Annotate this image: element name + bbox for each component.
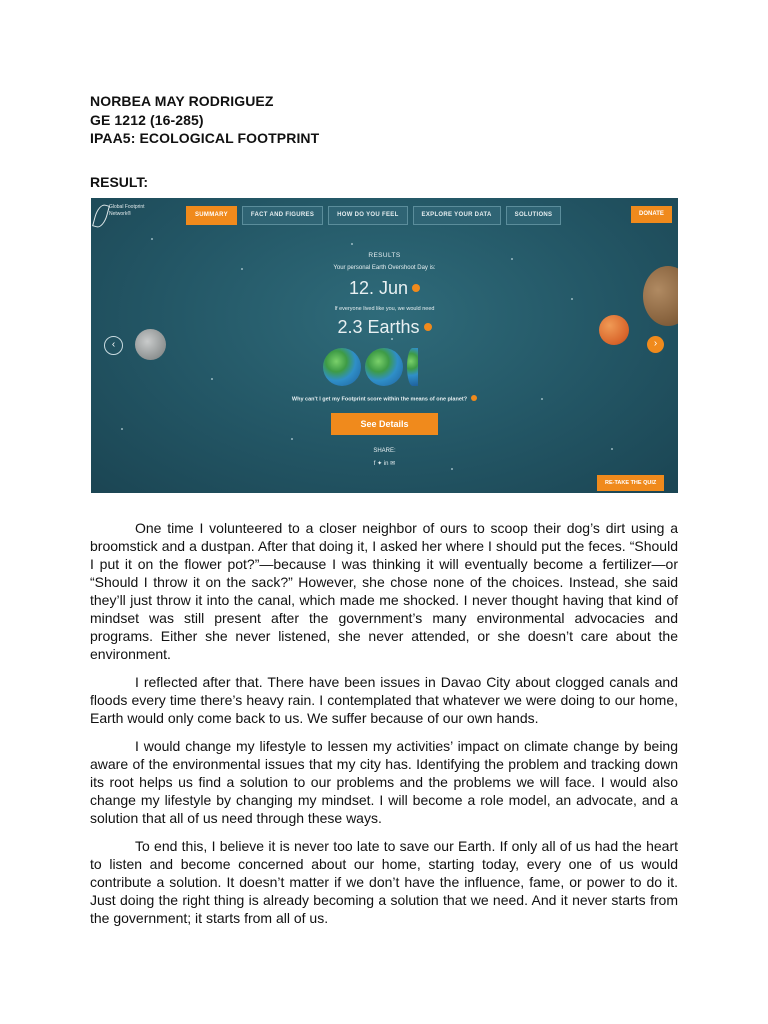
top-nav <box>186 206 561 225</box>
why-question-link[interactable] <box>91 396 678 402</box>
info-icon[interactable] <box>471 395 477 401</box>
partial-earth-globe-icon <box>407 348 418 386</box>
donate-button[interactable]: DONATE <box>631 206 672 223</box>
gfn-logo[interactable] <box>95 202 145 232</box>
paragraph: I reflected after that. There have been issues in Davao City about clogged canals and floods every time there’s heavy rain. I contemplated that whatever we were doing to our home, Earth would only come back to us. We suffer because of our own hands. <box>90 674 678 726</box>
star <box>151 238 153 240</box>
author-name: NORBEA MAY RODRIGUEZ <box>90 93 274 109</box>
star <box>351 243 353 245</box>
document-header <box>90 92 319 148</box>
star <box>391 338 393 340</box>
nav-summary[interactable]: SUMMARY <box>186 206 237 225</box>
nav-fact-and-figures[interactable]: FACT AND FIGURES <box>242 206 323 225</box>
earths-count <box>91 317 678 338</box>
star <box>291 438 293 440</box>
why-question-text: Why can't I get my Footprint score within the means of one planet? <box>291 396 468 403</box>
info-icon[interactable] <box>412 284 420 292</box>
logo-text: Global Footprint Network® <box>109 204 145 217</box>
overshoot-date <box>91 278 678 299</box>
see-details-button[interactable]: See Details <box>331 413 438 435</box>
star <box>211 378 213 380</box>
assignment-title: IPAA5: ECOLOGICAL FOOTPRINT <box>90 130 320 146</box>
essay-body <box>90 519 678 937</box>
star <box>451 468 453 470</box>
retake-quiz-button[interactable]: RE-TAKE THE QUIZ <box>597 475 664 491</box>
earths-globes <box>321 348 451 388</box>
paragraph: To end this, I believe it is never too late to save our Earth. If only all of us had the heart to listen and become concerned about our home, starting today, every one of us would contribute a solution. It doesn’t matter if we don’t have the influence, fame, or power to do it. Just doing the right thing is already becoming a solution that we need. And it never starts from the government; it starts from all of us. <box>90 838 678 926</box>
paragraph: I would change my lifestyle to lessen my activities’ impact on climate change by being aware of the environmental issues that my city has. Identifying the problem and tracking down its root helps us find a solution to our problems and the problems we will face. I would also change my lifestyle by changing my mindset. I will become a role model, an advocate, and a solution that all of us need through these ways. <box>90 738 678 826</box>
overshoot-label: Your personal Earth Overshoot Day is: <box>333 265 436 271</box>
social-share-icons[interactable]: f ✦ in ✉ <box>373 461 396 467</box>
earths-value: 2.3 Earths <box>337 317 420 337</box>
next-arrow-button[interactable]: › <box>647 336 664 353</box>
share-label: SHARE: <box>373 448 396 454</box>
overshoot-date-value: 12. Jun <box>348 278 409 298</box>
nav-explore-your-data[interactable]: EXPLORE YOUR DATA <box>413 206 501 225</box>
result-screenshot <box>91 198 678 493</box>
earth-globe-icon <box>323 348 361 386</box>
leaf-icon <box>92 203 110 229</box>
star <box>121 428 123 430</box>
paragraph: One time I volunteered to a closer neighbor of ours to scoop their dog’s dirt using a broomstick and a dustpan. After that doing it, I asked her where I should put the feces. “Should I put it on the flower pot?”—because I was thinking it will eventually become a fertilizer—or “Should I throw it on the sack?” However, she chose none of the choices. Instead, she said they’ll just throw it into the canal, which made me shocked. I never thought having that kind of mindset was still present after the government’s many environmental advocacies and programs. Either she never listened, she never attended, or she doesn’t care about the environment. <box>90 520 678 662</box>
if-everyone-label: If everyone lived like you, we would need <box>334 306 435 312</box>
info-icon[interactable] <box>424 323 432 331</box>
earth-globe-icon <box>365 348 403 386</box>
prev-arrow-button[interactable]: ‹ <box>104 336 123 355</box>
results-label: RESULTS <box>368 252 401 259</box>
result-heading: RESULT: <box>90 174 149 190</box>
course-code: GE 1212 (16-285) <box>90 111 204 128</box>
nav-how-do-you-feel[interactable]: HOW DO YOU FEEL <box>328 206 407 225</box>
nav-solutions[interactable]: SOLUTIONS <box>506 206 562 225</box>
